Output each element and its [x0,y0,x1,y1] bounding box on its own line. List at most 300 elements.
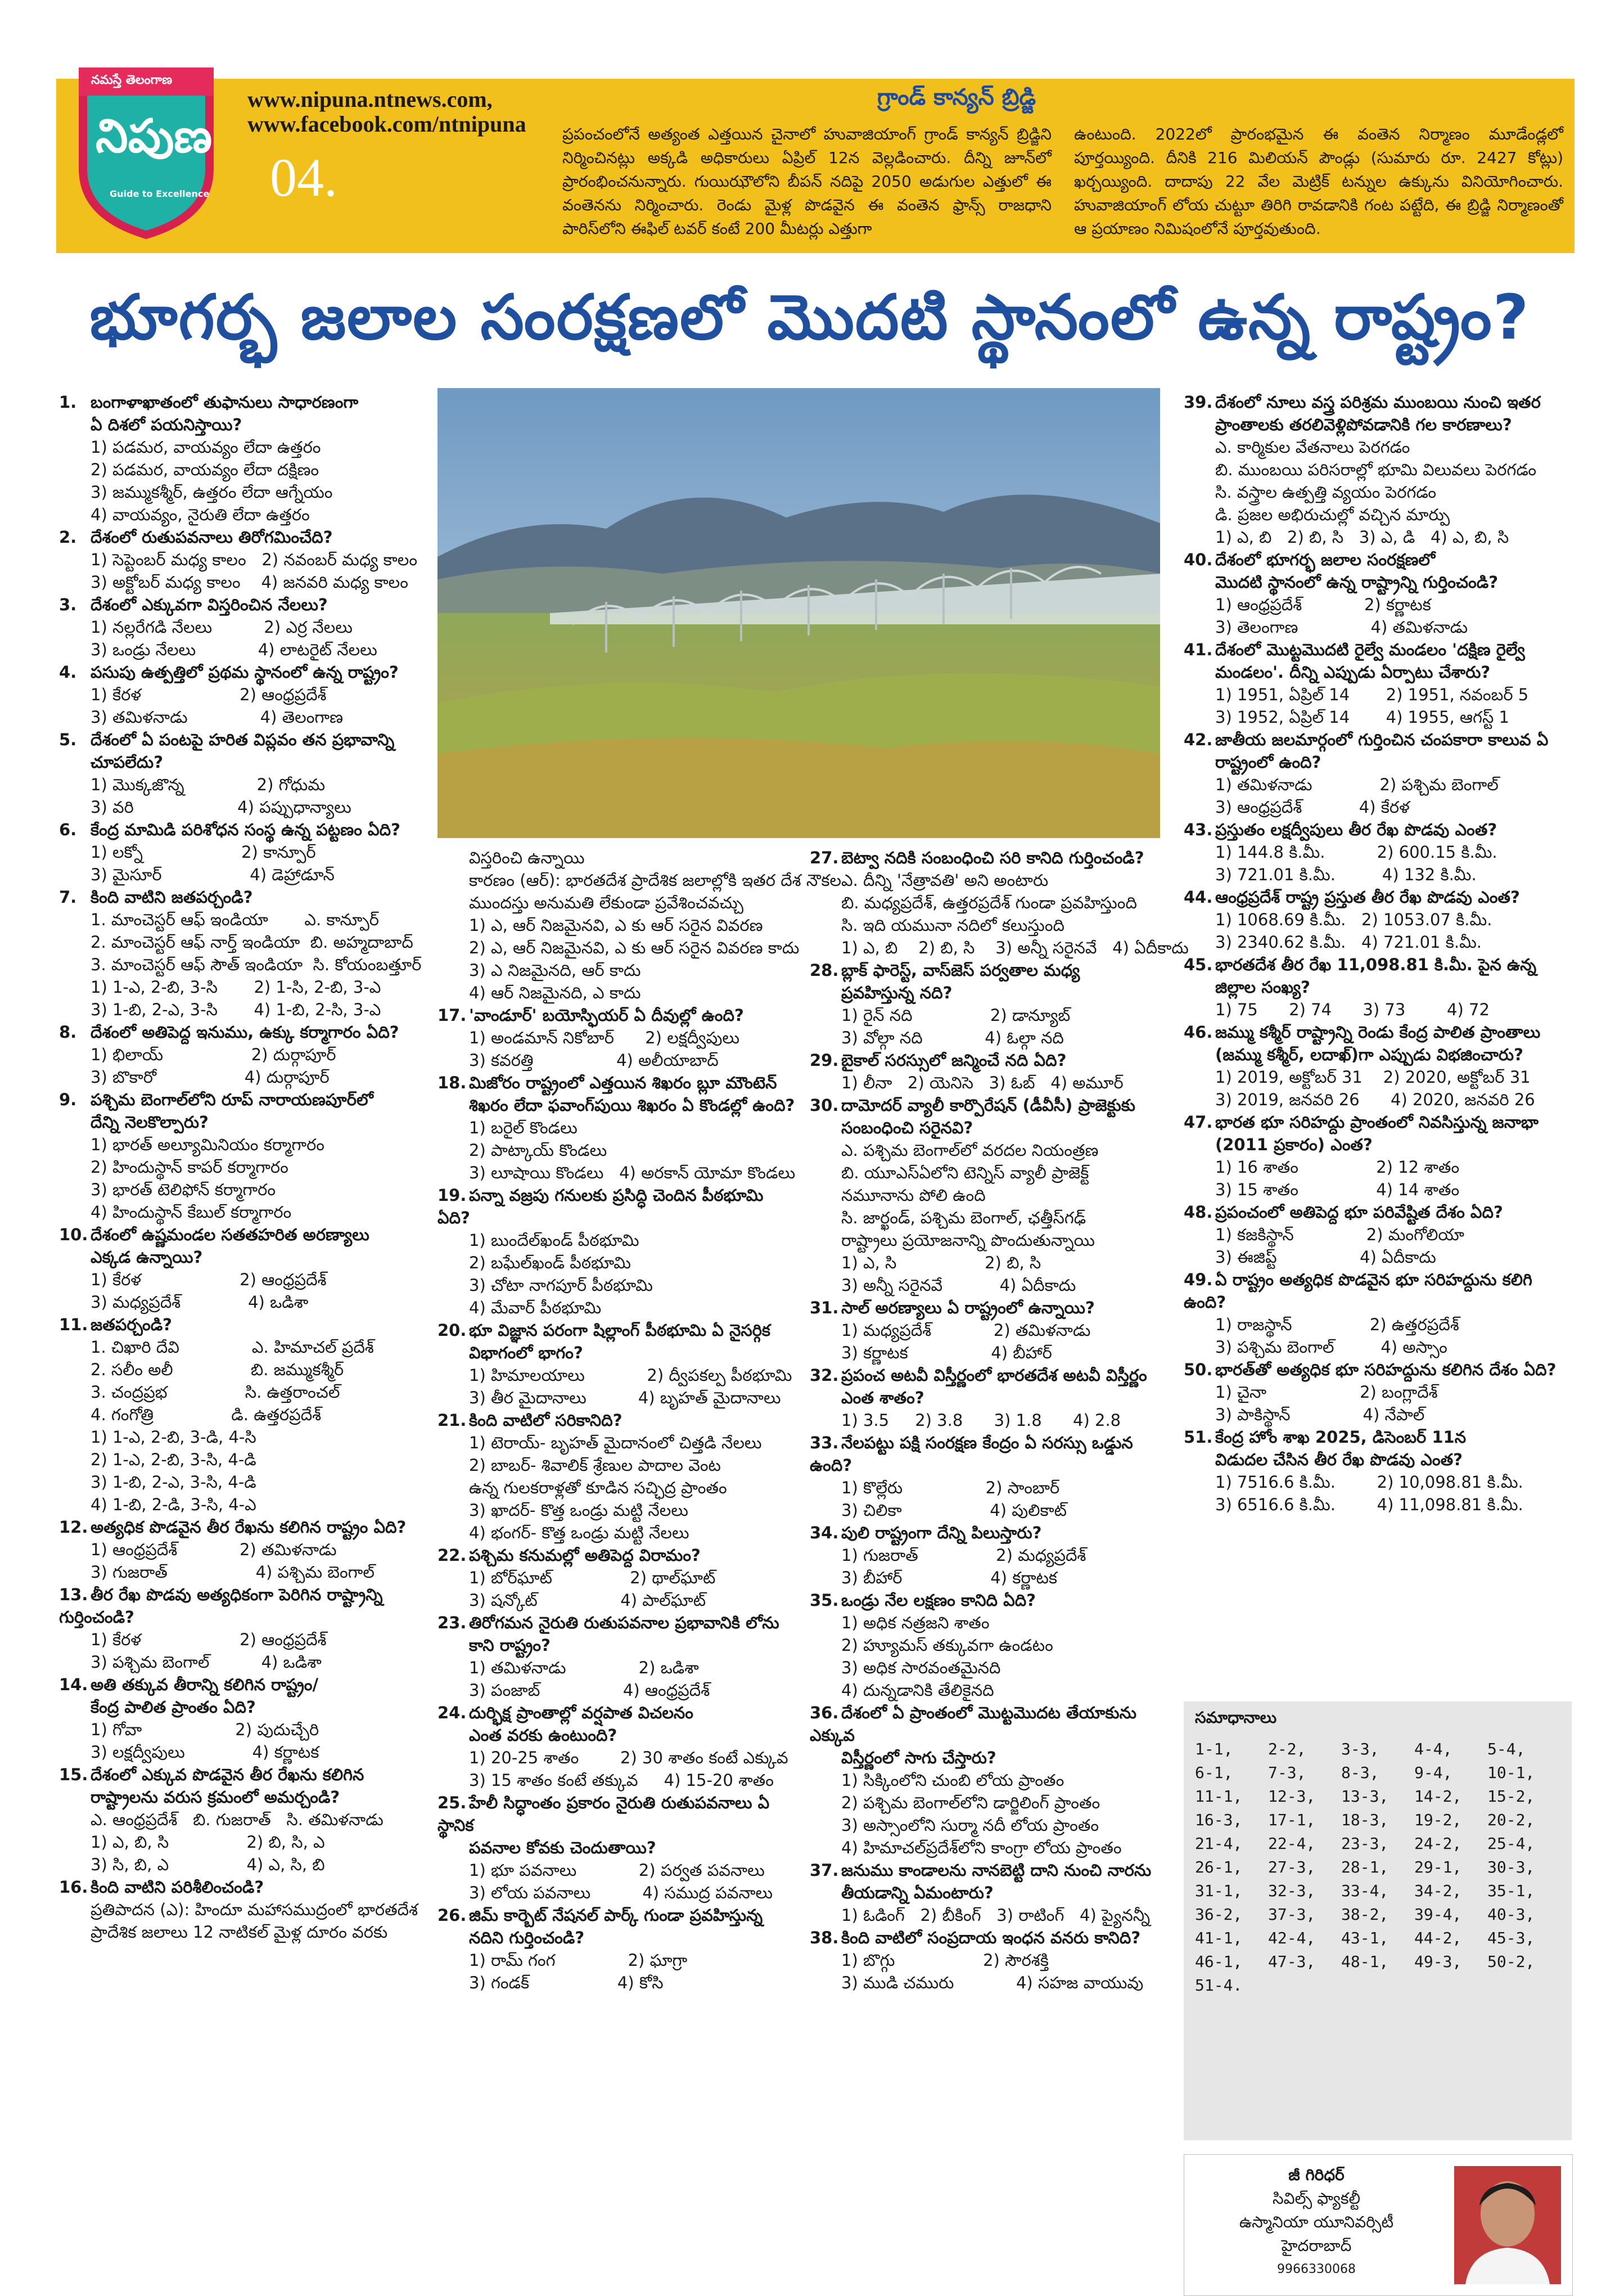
question-number: 41. [1184,640,1213,659]
nipuna-logo [56,56,236,242]
answer-item: 48-1, [1341,1952,1389,1971]
question-block [810,1094,1170,1296]
question-block [437,1791,797,1904]
option-line: 3) ఖాదర్- కొత్త ఒండ్రు మట్టి నేలలు [469,1501,688,1520]
option-line: 2) బఘేల్‌ఖండ్ పీఠభూమి [469,1253,631,1272]
question-text [810,847,1170,869]
question-number: 35. [810,1591,839,1610]
option-line: 1) 1951, ఏప్రిల్ 14 2) 1951, నవంబర్ 5 [1215,685,1529,704]
brand-tag: Guide to Excellence [110,188,210,199]
news-title: గ్రాండ్ కాన్యన్ బ్రిడ్జి [877,84,1036,110]
question-text [810,1521,1170,1544]
option-line: 1) నల్లరేగడి నేలలు 2) ఎర్ర నేలలు [91,618,353,637]
question-text: విస్తీర్ణంలో సాగు చేస్తారు? [841,1748,996,1767]
question-number: 38. [810,1928,839,1947]
question-text: ఎక్కడ ఉన్నాయి? [91,1248,203,1267]
question-number: 51. [1184,1428,1213,1447]
question-line: భూ విజ్ఞాన పరంగా షిల్లాంగ్ పీఠభూమి ఏ నైసర్గిక [469,1321,771,1340]
question-line: దేశంలో రుతుపవనాలు తిరోగమించేది? [91,528,333,547]
question-number: 43. [1184,820,1213,839]
option-line: 4. గంగోత్రి డి. ఉత్తరప్రదేశ్ [91,1405,322,1424]
question-block [810,1521,1170,1589]
option-line: 1) లీనా 2) యెనిసె 3) ఓబ్ 4) అమూర్ [841,1073,1124,1092]
answer-item: 15-2, [1487,1787,1535,1806]
question-block [59,1223,419,1313]
question-block [1184,1426,1572,1516]
question-number: 7. [59,888,77,907]
answer-item: 45-3, [1487,1929,1535,1947]
option-line: ముందస్తు అనుమతి లేకుండా ప్రవేశించవచ్చు [469,893,744,912]
answer-item: 44-2, [1414,1929,1462,1947]
question-block [810,1049,1170,1094]
option-line: 3) సి, బి, ఎ 4) ఎ, సి, బి [91,1855,325,1874]
option-line: 3) లక్షద్వీపులు 4) కర్ణాటక [91,1743,319,1762]
question-number: 20. [437,1321,467,1340]
option-line: 1) పడమర, వాయవ్యం లేదా ఉత్తరం [91,438,321,457]
option-line: సి. ఇది యమునా నదిలో కలుస్తుంది [841,916,1065,935]
option-line: 1) 3.5 2) 3.8 3) 1.8 4) 2.8 [841,1411,1121,1430]
question-block [59,661,419,728]
option-line: 4) భంగర్- కొత్త ఒండ్రు మట్టి నేలలు [469,1523,689,1542]
author-org: ఉస్మానియా యూనివర్సిటీ [1239,2213,1394,2231]
question-block [437,1701,797,1791]
answer-item: 6-1, [1195,1763,1233,1782]
option-line: ఎ. ఆంధ్రప్రదేశ్ బి. గుజరాత్ సి. తమిళనాడు [91,1810,384,1829]
answer-item: 42-4, [1268,1929,1316,1947]
question-text [1184,1358,1572,1381]
option-line: 1) కేరళ 2) ఆంధ్రప్రదేశ్ [91,685,327,704]
question-text [1184,1426,1572,1448]
option-line: 1) కేరళ 2) ఆంధ్రప్రదేశ్ [91,1270,327,1289]
question-number: 13. [59,1585,88,1604]
option-line: 1) గోవా 2) పుదుచ్చేరి [91,1720,319,1739]
option-line: 4) మేవార్ పీఠభూమి [469,1298,602,1317]
question-block [810,1431,1170,1521]
question-line: పులి రాష్ట్రంగా దేన్ని పిలుస్తారు? [841,1523,1042,1542]
question-text [59,526,419,548]
question-number: 50. [1184,1360,1213,1379]
question-number: 17. [437,1006,467,1025]
option-line: 1) తమిళనాడు 2) పశ్చిమ బెంగాల్ [1215,775,1499,794]
option-line: 3) జమ్ముకశ్మీర్, ఉత్తరం లేదా ఆగ్నేయం [91,483,333,502]
option-line: 1) చైనా 2) బంగ్లాదేశ్ [1215,1383,1438,1402]
news-column-1: ప్రపంచంలోనే అత్యంత ఎత్తయిన చైనాలో హువాజియాంగ్ గ్రాండ్ కాన్యన్ బ్రిడ్జిని నిర్మించినట్లు అక్కడి అధికారులు ఏప్రిల్ 12న వెల్లడించారు. దీన్ని జూన్‌లో ప్రారంభించనున్నారు. గుయిఝౌలోని బీపన్ నదిపై 2050 అడుగుల ఎత్తులో ఈ వంతెనను నిర్మించారు. రెండు మైళ్ల పొడవైన ఈ వంతెన ఫ్రాన్స్ రాజధాని పారిస్‌లోని ఈఫిల్ టవర్ కంటే 200 మీటర్లు ఎత్తుగా [562,125,1052,238]
answer-item: 8-3, [1341,1763,1379,1782]
answer-item: 14-2, [1414,1787,1462,1806]
option-line: 1) సిక్కింలోని చుంబి లోయ ప్రాంతం [841,1771,1064,1790]
option-line: 1) 1-ఎ, 2-బి, 3-డి, 4-సి [91,1428,256,1447]
option-line: బి. మధ్యప్రదేశ్, ఉత్తరప్రదేశ్ గుండా ప్రవహిస్తుంది [841,893,1137,912]
answer-item: 29-1, [1414,1858,1462,1876]
question-block [437,1072,797,1184]
question-number: 15. [59,1765,88,1784]
question-number: 42. [1184,730,1213,749]
question-text: రాష్ట్రంలో ఉంది? [1215,753,1321,772]
question-block [59,1516,419,1583]
question-line: మిజోరం రాష్ట్రంలో ఎత్తయిన శిఖరం బ్లూ మౌంటెన్ [469,1073,777,1092]
option-line: 1) బోర్‌ఘాట్ 2) థాల్‌ఘాట్ [469,1568,716,1587]
question-text: ఎంత వరకు ఉంటుంది? [469,1726,617,1745]
question-text [810,959,1170,982]
question-block [59,886,422,1021]
answer-item: 32-3, [1268,1881,1316,1900]
option-line: 3) మధ్యప్రదేశ్ 4) ఒడిశా [91,1293,309,1312]
option-line: 2) ఎ, ఆర్ నిజమైనవి, ఎ కు ఆర్ సరైన వివరణ కాదు [469,938,800,957]
question-line: జమ్ము కశ్మీర్ రాష్ట్రాన్ని రెండు కేంద్ర పాలిత ప్రాంతాలు [1215,1023,1541,1042]
question-text: నదిని గుర్తించండి? [469,1928,585,1947]
answer-item: 33-4, [1341,1881,1389,1900]
question-text: జిల్లాల సంఖ్య? [1215,978,1310,997]
option-line: డి. ప్రజల అభిరుచుల్లో వచ్చిన మార్పు [1215,505,1450,524]
question-number: 14. [59,1675,88,1694]
option-line: 3) చిలికా 4) పులికాట్ [841,1501,1067,1520]
option-line: ప్రతిపాదన (ఎ): హిందూ మహాసముద్రంలో భారతదేశ [91,1900,418,1919]
question-block [59,526,419,593]
question-text [437,1072,797,1094]
answer-item: 1-1, [1195,1740,1233,1758]
option-line: 1) లక్నో 2) కాన్పూర్ [91,843,316,862]
website-link[interactable]: www.nipuna.ntnews.com, [247,87,493,112]
question-number: 44. [1184,888,1213,907]
option-line: 1. చిఖారి దేవి ఎ. హిమాచల్ ప్రదేశ్ [91,1338,374,1357]
answer-item: 28-1, [1341,1858,1389,1876]
option-line: 1) ఆంధ్రప్రదేశ్ 2) తమిళనాడు [91,1540,337,1559]
option-line: 2) బాబర్- శివాలిక్ శ్రేణుల పాదాల వెంట [469,1456,721,1475]
question-line: భారతదేశ తీర రేఖ 11,098.81 కి.మీ. పైన ఉన్న [1215,955,1537,974]
option-line: 1) 1-ఎ, 2-బి, 3-సి 2) 1-సి, 2-బి, 3-ఎ [91,978,381,997]
question-line: అతి తక్కువ తీరాన్ని కలిగిన రాష్ట్రం/ [91,1675,319,1694]
question-line: జతపర్చండి? [91,1315,172,1334]
author-title: సివిల్స్ ఫ్యాకల్టీ [1273,2189,1360,2208]
question-block [1184,1021,1572,1111]
question-number: 25. [437,1793,467,1812]
question-text [59,1516,419,1538]
question-line: పసుపు ఉత్పత్తిలో ప్రథమ స్థానంలో ఉన్న రాష్ట్రం? [91,663,399,682]
question-line: బంగాళాఖాతంలో తుఫానులు సాధారణంగా [91,393,359,412]
option-line: రాష్ట్రాలు ప్రయోజనాన్ని పొందుతున్నాయి [841,1231,1095,1250]
answer-item: 36-2, [1195,1905,1243,1924]
option-line: 3) పశ్చిమ బెంగాల్ 4) అస్సాం [1215,1338,1447,1357]
question-number: 49. [1184,1270,1213,1289]
option-line: 3) తీర మైదానాలు 4) బృహత్ మైదానాలు [469,1388,781,1407]
question-block [1184,728,1572,818]
answer-item: 50-2, [1487,1952,1535,1971]
question-block [1184,1268,1572,1358]
option-line: 3) మైసూర్ 4) డెహ్రాడూన్ [91,865,335,884]
question-block [59,1021,419,1088]
question-block [1184,1358,1572,1426]
option-line: ఎ. పశ్చిమ బెంగాల్‌లో వరదల నియంత్రణ [841,1141,1099,1160]
option-line: 3) లోయ పవనాలు 4) సముద్ర పవనాలు [469,1883,773,1902]
question-text [59,818,419,841]
question-block [59,1088,419,1223]
question-number: 28. [810,961,839,980]
answers-box [1184,1701,1572,2140]
question-number: 31. [810,1298,839,1317]
question-block [810,1926,1170,1994]
option-line: 3) అన్నీ సరైనవే 4) ఏదీకాదు [841,1276,1076,1295]
answer-item: 40-3, [1487,1905,1535,1924]
question-text [437,1004,797,1027]
question-text [59,1313,419,1336]
question-line: జిమ్ కార్బెట్ నేషనల్ పార్క్ గుండా ప్రవహిస్తున్న [469,1906,763,1925]
option-line: 1) కేరళ 2) ఆంధ్రప్రదేశ్ [91,1630,327,1649]
option-line: 3) ఈజిప్ట్ 4) ఏదీకాదు [1215,1248,1436,1267]
question-text [59,661,419,683]
question-line: పన్నా వజ్రపు గనులకు ప్రసిద్ధి చెందిన పీఠభూమి ఏది? [437,1186,764,1227]
question-block [1184,953,1572,1021]
question-number: 46. [1184,1023,1213,1042]
question-text: రాష్ట్రాలను వరుస క్రమంలో అమర్చండి? [91,1788,340,1807]
answer-item: 3-3, [1341,1740,1379,1758]
answer-item: 24-2, [1414,1834,1462,1853]
option-line: 4) దున్నడానికి తేలికైనది [841,1681,994,1700]
option-line: 1) గుజరాత్ 2) మధ్యప్రదేశ్ [841,1546,1086,1565]
option-line: 3) బొకారో 4) దుర్గాపూర్ [91,1068,330,1087]
option-line: 1) ఎ, బి 2) బి, సి 3) అన్నీ సరైనవే 4) ఏదీకాదు [841,938,1189,957]
question-number: 22. [437,1546,467,1565]
question-number: 9. [59,1090,77,1109]
question-number: 24. [437,1703,467,1722]
question-line: ఒండ్రు నేల లక్షణం కానిది ఏది? [841,1591,1036,1610]
question-line: ప్రపంచంలో అతిపెద్ద భూ పరివేష్టిత దేశం ఏది? [1215,1203,1503,1222]
option-line: 3) గండక్ 4) కోసి [469,1973,664,1992]
question-line: కింది వాటిలో సంప్రదాయ ఇంధన వనరు కానిది? [841,1928,1141,1947]
answer-item: 35-1, [1487,1881,1535,1900]
question-text [810,1296,1170,1319]
question-text: కాని రాష్ట్రం? [469,1636,551,1655]
question-block [437,1184,797,1319]
question-text [437,1904,797,1926]
question-text [59,593,419,616]
question-text [437,1319,797,1341]
question-line: దేశంలో ఎక్కువ పొడవైన తీర రేఖను కలిగిన [91,1765,364,1784]
question-block [810,1589,1170,1701]
question-number: 40. [1184,550,1213,569]
question-number: 5. [59,730,77,749]
answer-item: 9-4, [1414,1763,1452,1782]
author-phone: 9966330068 [1277,2262,1356,2276]
option-line: 1) ఎ, బి, సి 2) బి, సి, ఎ [91,1833,325,1852]
option-line: 2) పాట్కాయ్ కొండలు [469,1141,607,1160]
question-number: 33. [810,1433,839,1452]
option-line: 3) 15 శాతం 4) 14 శాతం [1215,1180,1460,1199]
question-line: దేశంలో ఏ పంటపై హరిత విప్లవం తన ప్రభావాన్ని [91,730,395,749]
option-line: 2. మాంచెస్టర్ ఆఫ్ నార్త్ ఇండియా బి. అహ్మదాబాద్ [91,933,413,952]
question-line: నేలపట్టు పక్షి సంరక్షణ కేంద్రం ఏ సరస్సు ఒడ్డున ఉంది? [810,1433,1133,1475]
questions-column-1 [59,391,422,1943]
option-line: 1) 144.8 కి.మీ. 2) 600.15 కి.మీ. [1215,843,1497,862]
facebook-link[interactable]: www.facebook.com/ntnipuna [247,111,526,137]
answer-item: 20-2, [1487,1811,1535,1829]
question-number: 6. [59,820,77,839]
option-line: 3) 6516.6 కి.మీ. 4) 11,098.81 కి.మీ. [1215,1495,1523,1514]
answer-item: 43-1, [1341,1929,1389,1947]
question-line: దుర్భిక్ష ప్రాంతాల్లో వర్షపాత విచలనం [469,1703,693,1722]
option-line: 1) 16 శాతం 2) 12 శాతం [1215,1158,1460,1177]
option-line: 4) హిమాచల్‌ప్రదేశ్‌లోని కాంగ్రా లోయ ప్రాంతం [841,1838,1122,1857]
answers-grid [1184,1737,1572,1997]
option-line: బి. ముంబయి పరిసరాల్లో భూమి విలువలు పెరగడం [1215,460,1537,479]
question-block [59,728,419,818]
answer-item: 31-1, [1195,1881,1243,1900]
option-line: 3. మాంచెస్టర్ ఆఫ్ సౌత్ ఇండియా సి. కోయంబత్తూర్ [91,955,422,974]
question-line: దామోదర్ వ్యాలీ కార్పొరేషన్ (డీవీసీ) ప్రాజెక్టుకు [841,1096,1135,1115]
option-line: బి. యూఎస్ఏలోని టెన్నిస్ వ్యాలీ ప్రాజెక్ట్ [841,1163,1089,1182]
question-block [437,1319,797,1409]
question-number: 10. [59,1225,88,1244]
option-line: విస్తరించి ఉన్నాయి [469,848,585,867]
question-text [1184,391,1572,413]
answer-item: 22-4, [1268,1834,1316,1853]
question-line: అత్యధిక పొడవైన తీర రేఖను కలిగిన రాష్ట్రం ఏది? [91,1518,407,1537]
question-text [1184,818,1572,841]
question-number: 34. [810,1523,839,1542]
option-line: 1) ఎ, బి 2) బి, సి 3) ఎ, డి 4) ఎ, బి, సి [1215,528,1509,547]
option-line: 3) బీహార్ 4) కర్ణాటక [841,1568,1058,1587]
option-line: 3) వోల్గా నది 4) ఓల్గా నది [841,1028,1064,1047]
option-line: 1) టెరాయ్- బృహత్ మైదానంలో చిత్తడి నేలలు [469,1433,762,1452]
question-text [810,1094,1170,1117]
question-line: దేశంలో మొట్టమొదటి రైల్వే మండలం 'దక్షిణ రైల్వే [1215,640,1525,659]
question-block [810,1859,1170,1926]
question-text: మొదటి స్థానంలో ఉన్న రాష్ట్రాన్ని గుర్తించండి? [1215,573,1499,592]
irrigation-photo [437,388,1160,838]
question-text [59,391,419,413]
question-block [59,818,419,886]
answer-item: 7-3, [1268,1763,1306,1782]
question-text [810,1701,1170,1746]
question-text [59,886,419,908]
question-number: 19. [437,1186,467,1205]
question-line: దేశంలో ఏ ప్రాంతంలో మొట్టమొదట తేయాకును ఎక్కువ [810,1703,1136,1745]
option-line: 3) ఎ నిజమైనది, ఆర్ కాదు [469,961,641,980]
option-line: 3) అధిక సారవంతమైనది [841,1658,1001,1677]
question-text: తీయడాన్ని ఏమంటారు? [841,1883,994,1902]
page-headline: భూగర్భ జలాల సంరక్షణలో మొదటి స్థానంలో ఉన్న రాష్ట్రం? [89,281,1530,353]
option-line: 1) బరైల్ కొండలు [469,1118,578,1137]
answer-item: 39-4, [1414,1905,1462,1924]
answers-title: సమాధానాలు [1195,1708,1277,1727]
option-line: ఉన్న గులకరాళ్లతో కూడిన సచ్ఛిద్ర ప్రాంతం [469,1478,727,1497]
option-line: 4) వాయవ్యం, నైరుతి లేదా ఉత్తరం [91,505,310,524]
answer-item: 46-1, [1195,1952,1243,1971]
option-line: 1) ఎ, ఆర్ నిజమైనవి, ఎ కు ఆర్ సరైన వివరణ [469,916,763,935]
question-block [437,1904,797,1994]
option-line: 3) చోటా నాగపూర్ పీఠభూమి [469,1276,653,1295]
question-text: చూపలేదు? [91,753,164,772]
questions-column-3 [810,847,1189,1994]
question-text [1184,728,1572,751]
option-line: 2. సలీం అలీ బి. జమ్ముకశ్మీర్ [91,1360,344,1379]
question-block [59,1313,419,1516]
question-line: కేంద్ర హోం శాఖ 2025, డిసెంబర్ 11న [1215,1428,1467,1447]
option-line: 1. మాంచెస్టర్ ఆఫ్ ఇండియా ఎ. కాన్పూర్ [91,910,379,929]
option-line: సి. జార్ఖండ్, పశ్చిమ బెంగాల్, ఛత్తీస్‌గఢ్ [841,1208,1086,1227]
option-line: 1) మొక్కజొన్న 2) గోధుమ [91,775,326,794]
option-line: సి. వస్త్రాల ఉత్పత్తి వ్యయం పెరగడం [1215,483,1437,502]
answer-item: 10-1, [1487,1763,1535,1782]
question-text [1184,1021,1572,1043]
option-line: 1) కొల్లేరు 2) సాంబార్ [841,1478,1060,1497]
question-text [810,1926,1170,1949]
question-text: పవనాల కోవకు చెందుతాయి? [469,1838,656,1857]
question-block [59,1583,419,1673]
option-line: 3) తమిళనాడు 4) తెలంగాణ [91,708,344,727]
question-number: 47. [1184,1113,1213,1132]
option-line: 3) ముడి చమురు 4) సహజ వాయువు [841,1973,1144,1992]
answer-item: 51-4. [1195,1976,1243,1995]
option-line: 3) అక్టోబర్ మధ్య కాలం 4) జనవరి మధ్య కాలం [91,573,408,592]
question-block [1184,1201,1572,1268]
option-line: 1) మధ్యప్రదేశ్ 2) తమిళనాడు [841,1321,1091,1340]
question-text: మండలం'. దీన్ని ఎప్పుడు ఏర్పాటు చేశారు? [1215,663,1491,682]
option-line: కారణం (ఆర్): భారతదేశ ప్రాదేశిక జలాల్లోకి ఇతర దేశ నౌకల [469,871,842,890]
answer-item: 19-2, [1414,1811,1462,1829]
option-line: 1) అండమాన్ నికోబార్ 2) లక్షద్వీపులు [469,1028,739,1047]
question-number: 32. [810,1366,839,1385]
question-number: 4. [59,663,77,682]
question-text [59,1763,419,1786]
option-line: ప్రాదేశిక జలాలు 12 నాటికల్ మైళ్ల దూరం వరకు [91,1923,388,1942]
question-block [437,1611,797,1701]
question-line: బెట్వా నదికి సంబంధించి సరి కానిది గుర్తించండి? [841,848,1144,867]
question-block [1184,638,1572,728]
question-line: సాల్ అరణ్యాలు ఏ రాష్ట్రంలో ఉన్నాయి? [841,1298,1095,1317]
question-line: దేశంలో అతిపెద్ద ఇనుము, ఉక్కు కర్మాగారం ఏది? [91,1023,399,1042]
option-line: 3) 15 శాతం కంటే తక్కువ 4) 15-20 శాతం [469,1771,774,1790]
option-line: 3) తెలంగాణ 4) తమిళనాడు [1215,618,1468,637]
option-line: 4) హిందుస్థాన్ కేబుల్ కర్మాగారం [91,1203,292,1222]
option-line: 3) వరి 4) పప్పుధాన్యాలు [91,798,351,817]
question-text [59,728,419,751]
option-line: 2) హ్యూమస్ తక్కువగా ఉండటం [841,1636,1053,1655]
question-line: బైకాల్ సరస్సులో జన్మించే నది ఏది? [841,1051,1067,1070]
answer-item: 27-3, [1268,1858,1316,1876]
question-number: 21. [437,1411,467,1430]
answer-item: 38-2, [1341,1905,1389,1924]
question-line: హేలీ సిద్ధాంతం ప్రకారం నైరుతి రుతుపవనాలు ఏ స్థానిక [437,1793,770,1835]
question-text: దేన్ని నెలకొల్పారు? [91,1113,209,1132]
question-line: జాతీయ జలమార్గంలో గుర్తించిన చంపకారా కాలువ ఏ [1215,730,1549,749]
question-number: 39. [1184,393,1213,412]
option-line: 4) ఆర్ నిజమైనది, ఎ కాదు [469,983,641,1002]
question-line: 'వాండూర్' బయోస్ఫియర్ ఏ దీవుల్లో ఉంది? [469,1006,744,1025]
question-text: విడుదల చేసిన తీర రేఖ పొడవు ఎంత? [1215,1450,1463,1469]
question-number: 45. [1184,955,1213,974]
option-line: 3) పంజాబ్ 4) ఆంధ్రప్రదేశ్ [469,1681,710,1700]
option-line: 1) హిమాలయాలు 2) ద్వీపకల్ప పీఠభూమి [469,1366,792,1385]
question-text [1184,548,1572,571]
question-line: కేంద్ర మామిడి పరిశోధన సంస్థ ఉన్న పట్టణం ఏది? [91,820,400,839]
answer-item: 2-2, [1268,1740,1306,1758]
question-text: ఏ దిశలో పయనిస్తాయి? [91,415,242,434]
option-line: 2) పడమర, వాయవ్యం లేదా దక్షిణం [91,460,319,479]
question-line: పశ్చిమ కనుమల్లో అతిపెద్ద విరామం? [469,1546,701,1565]
question-number: 36. [810,1703,839,1722]
page-number: 04. [270,147,337,208]
question-text: (జమ్ము కశ్మీర్, లదాఖ్)గా ఎప్పుడు విభజించారు? [1215,1045,1523,1064]
question-line: దేశంలో నూలు వస్త్ర పరిశ్రమ ముంబయి నుంచి ఇతర [1215,393,1541,412]
question-line: జనుము కాండాలను నానబెట్టి దాని నుంచి నారను [841,1861,1152,1880]
question-text [437,1184,797,1229]
irrigation-landscape-image [437,388,1160,838]
option-line: 3) గుజరాత్ 4) పశ్చిమ బెంగాల్ [91,1563,375,1582]
question-text [1184,953,1572,976]
question-text: విభాగంలో భాగం? [469,1343,583,1362]
question-number: 1. [59,393,77,412]
option-line: 1) 1068.69 కి.మీ. 2) 1053.07 కి.మీ. [1215,910,1492,929]
